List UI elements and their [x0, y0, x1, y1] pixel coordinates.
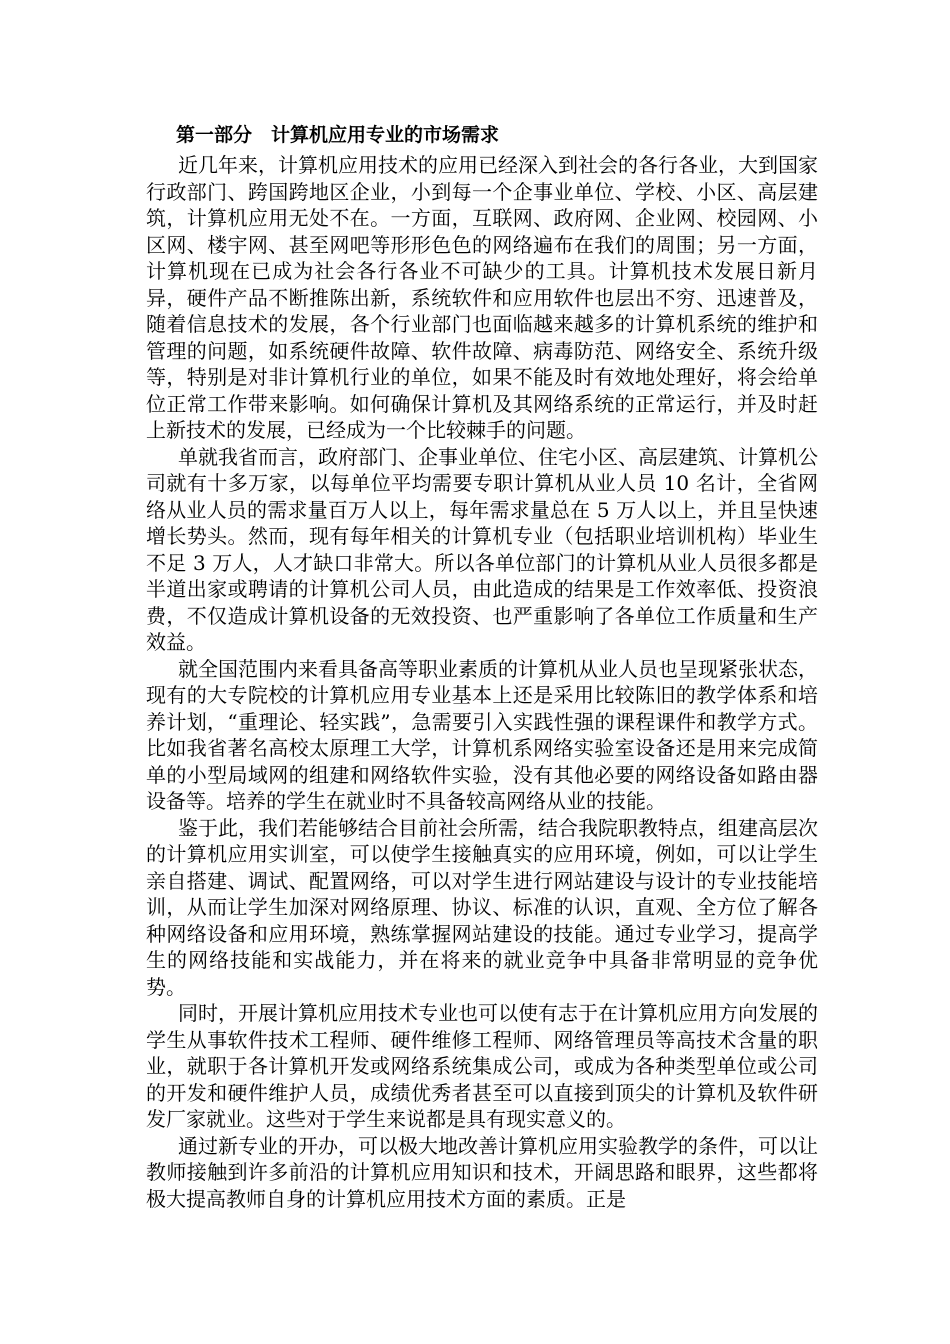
- paragraph-6: 通过新专业的开办，可以极大地改善计算机应用实验教学的条件，可以让教师接触到许多前沿的计算机应用知识和技术，开阔思路和眼界，这些都将极大提高教师自身的计算机应用技术方面的素质。正是: [146, 1133, 818, 1211]
- paragraph-5: 同时，开展计算机应用技术专业也可以使有志于在计算机应用方向发展的学生从事软件技术工程师、硬件维修工程师、网络管理员等高技术含量的职业，就职于各计算机开发或网络系统集成公司，或成为各种类型单位或公司的开发和硬件维护人员，成绩优秀者甚至可以直接到顶尖的计算机及软件研发厂家就业。这些对于学生来说都是具有现实意义的。: [146, 1001, 818, 1131]
- document-body: [146, 118, 818, 1212]
- paragraph-3: 就全国范围内来看具备高等职业素质的计算机从业人员也呈现紧张状态，现有的大专院校的计算机应用专业基本上还是采用比较陈旧的教学体系和培养计划，“重理论、轻实践”，急需要引入实践性强的课程课件和教学方式。比如我省著名高校太原理工大学，计算机系网络实验室设备还是用来完成简单的小型局域网的组建和网络软件实验，没有其他必要的网络设备如路由器设备等。培养的学生在就业时不具备较高网络从业的技能。: [146, 656, 818, 813]
- paragraph-2: 单就我省而言，政府部门、企事业单位、住宅小区、高层建筑、计算机公司就有十多万家，以每单位平均需要专职计算机从业人员 10 名计，全省网络从业人员的需求量百万人以上，每年需求量总在 5 万人以上，并且呈快速增长势头。然而，现有每年相关的计算机专业（包括职业培训机构）毕业生不足 3 万人，人才缺口非常大。所以各单位部门的计算机从业人员很多都是半道出家或聘请的计算机公司人员，由此造成的结果是工作效率低、投资浪费，不仅造成计算机设备的无效投资、也严重影响了各单位工作质量和生产效益。: [146, 444, 818, 654]
- paragraph-4: 鉴于此，我们若能够结合目前社会所需，结合我院职教特点，组建高层次的计算机应用实训室，可以使学生接触真实的应用环境，例如，可以让学生亲自搭建、调试、配置网络，可以对学生进行网站建设与设计的专业技能培训，从而让学生加深对网络原理、协议、标准的认识，直观、全方位了解各种网络设备和应用环境，熟练掌握网站建设的技能。通过专业学习，提高学生的网络技能和实战能力，并在将来的就业竞争中具备非常明显的竞争优势。: [146, 815, 818, 999]
- paragraph-1: 近几年来，计算机应用技术的应用已经深入到社会的各行各业，大到国家行政部门、跨国跨地区企业，小到每一个企事业单位、学校、小区、高层建筑，计算机应用无处不在。一方面，互联网、政府网、企业网、校园网、小区网、楼宇网、甚至网吧等形形色色的网络遍布在我们的周围；另一方面，计算机现在已成为社会各行各业不可缺少的工具。计算机技术发展日新月异，硬件产品不断推陈出新，系统软件和应用软件也层出不穷、迅速普及，随着信息技术的发展，各个行业部门也面临越来越多的计算机系统的维护和管理的问题，如系统硬件故障、软件故障、病毒防范、网络安全、系统升级等，特别是对非计算机行业的单位，如果不能及时有效地处理好，将会给单位正常工作带来影响。如何确保计算机及其网络系统的正常运行，并及时赶上新技术的发展，已经成为一个比较棘手的问题。: [146, 153, 818, 442]
- section-heading: 第一部分 计算机应用专业的市场需求: [176, 124, 500, 146]
